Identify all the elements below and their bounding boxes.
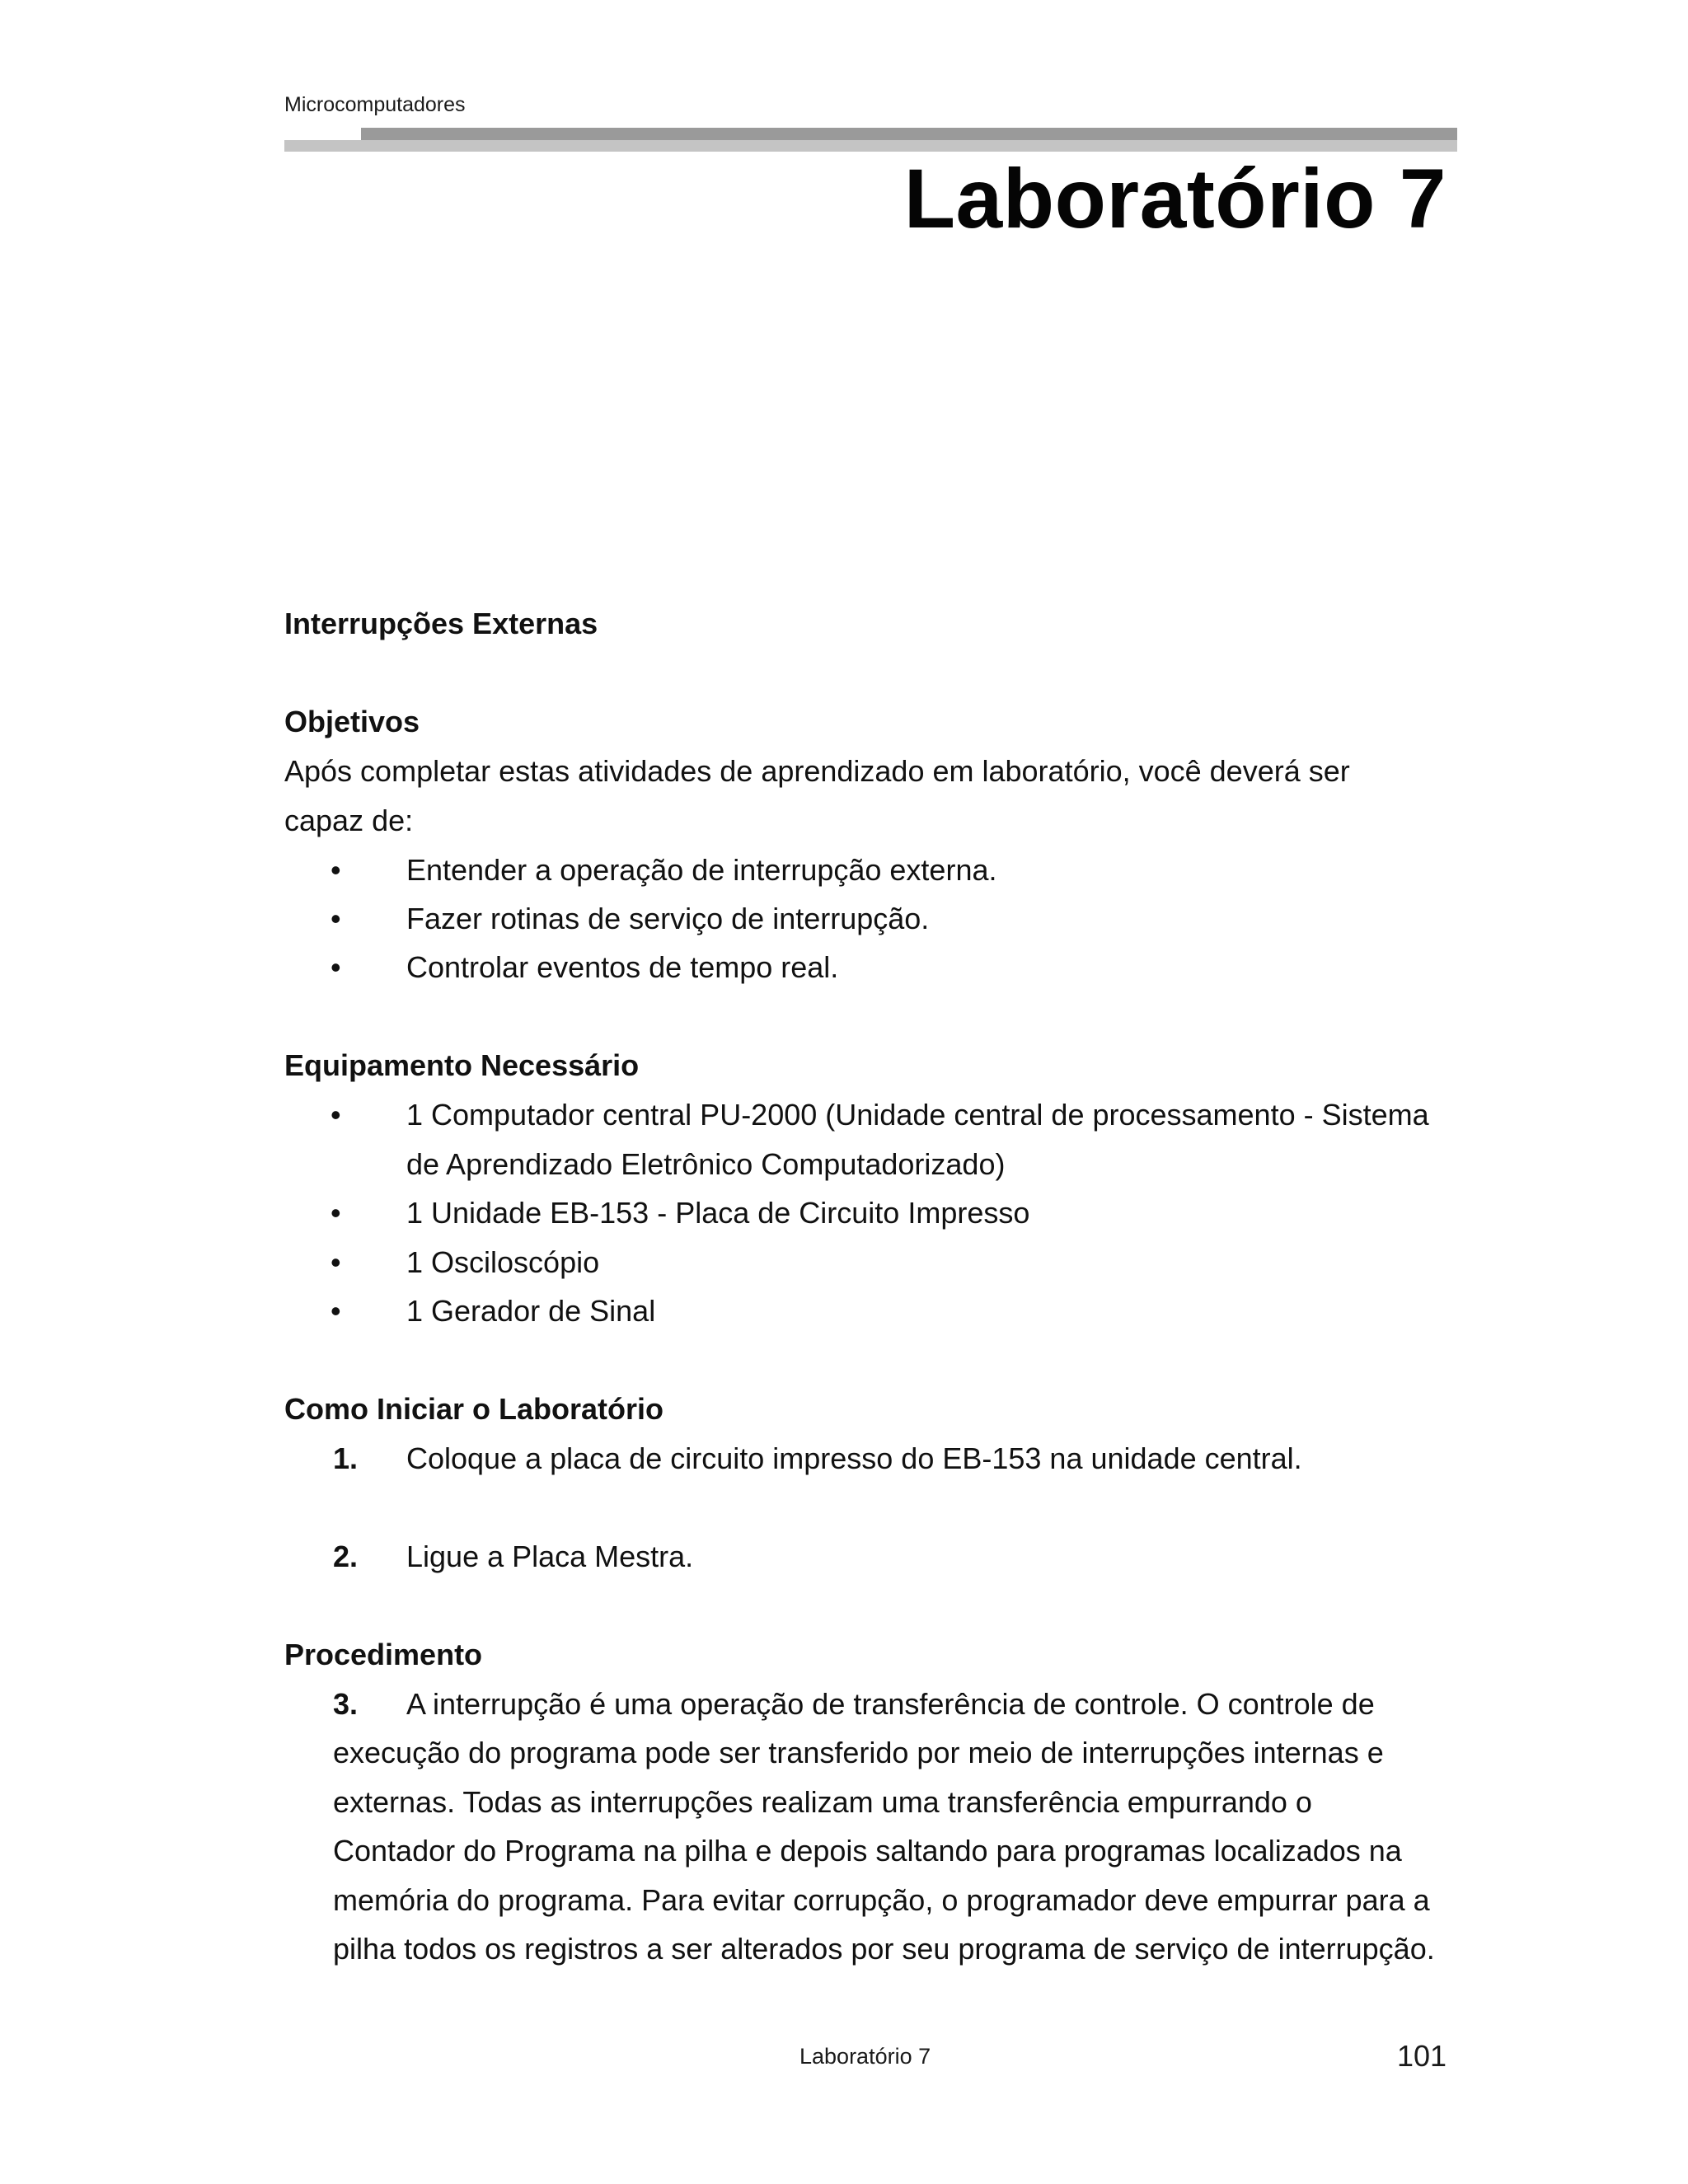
step-number: 2. <box>333 1540 359 1573</box>
equipment-item: 1 Gerador de Sinal <box>406 1294 656 1328</box>
objective-item: Controlar eventos de tempo real. <box>406 950 839 984</box>
bullet-icon: • <box>331 1245 341 1279</box>
procedure-line: memória do programa. Para evitar corrupção, o programador deve empurrar para a <box>333 1883 1430 1917</box>
start-heading: Como Iniciar o Laboratório <box>284 1392 664 1426</box>
bullet-icon: • <box>331 853 341 887</box>
equipment-item: 1 Unidade EB-153 - Placa de Circuito Impresso <box>406 1196 1030 1230</box>
objective-item: Fazer rotinas de serviço de interrupção. <box>406 902 930 935</box>
chapter-title: Laboratório 7 <box>903 152 1447 246</box>
step-number: 1. <box>333 1441 359 1475</box>
procedure-heading: Procedimento <box>284 1638 483 1671</box>
running-header: Microcomputadores <box>284 93 466 116</box>
objective-item: Entender a operação de interrupção externa. <box>406 853 997 887</box>
header-rule-light <box>284 140 1457 152</box>
objectives-heading: Objetivos <box>284 705 420 738</box>
bullet-icon: • <box>331 1098 341 1132</box>
bullet-icon: • <box>331 1294 341 1328</box>
procedure-line: execução do programa pode ser transferido por meio de interrupções internas e <box>333 1736 1384 1769</box>
footer-label: Laboratório 7 <box>799 2044 931 2069</box>
equipment-item: 1 Computador central PU-2000 (Unidade central de processamento - Sistema <box>406 1098 1429 1132</box>
procedure-line: externas. Todas as interrupções realizam uma transferência empurrando o <box>333 1785 1312 1819</box>
bullet-icon: • <box>331 902 341 935</box>
equipment-item: 1 Osciloscópio <box>406 1245 600 1279</box>
objectives-intro-line-2: capaz de: <box>284 804 414 837</box>
procedure-line: Contador do Programa na pilha e depois saltando para programas localizados na <box>333 1834 1402 1868</box>
objectives-intro-line-1: Após completar estas atividades de aprendizado em laboratório, você deverá ser <box>284 754 1350 788</box>
topic-heading: Interrupções Externas <box>284 607 598 640</box>
step-text: Coloque a placa de circuito impresso do EB-153 na unidade central. <box>406 1441 1302 1475</box>
page-number: 101 <box>1397 2039 1447 2073</box>
equipment-item-continuation: de Aprendizado Eletrônico Computadorizado) <box>406 1147 1006 1181</box>
header-rule-dark <box>361 128 1457 140</box>
bullet-icon: • <box>331 1196 341 1230</box>
procedure-line: A interrupção é uma operação de transferência de controle. O controle de <box>406 1687 1375 1721</box>
procedure-line: pilha todos os registros a ser alterados por seu programa de serviço de interrupção. <box>333 1932 1435 1966</box>
equipment-heading: Equipamento Necessário <box>284 1048 640 1082</box>
step-text: Ligue a Placa Mestra. <box>406 1540 694 1573</box>
bullet-icon: • <box>331 950 341 984</box>
step-number: 3. <box>333 1687 359 1721</box>
